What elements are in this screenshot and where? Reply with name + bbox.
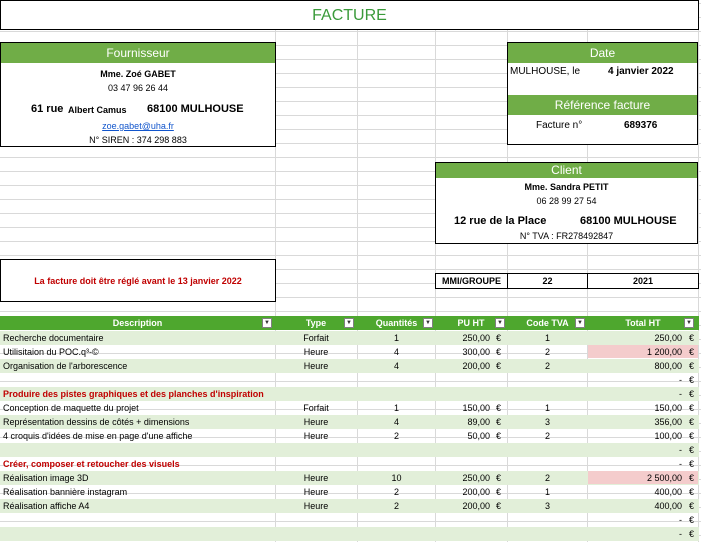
row-total-ht: 400,00	[654, 487, 682, 497]
reference-label: Facture n°	[536, 120, 583, 131]
row-total-ht: 150,00	[654, 403, 682, 413]
row-type: Heure	[303, 417, 329, 427]
table-row[interactable]	[0, 415, 699, 429]
date-header: Date	[508, 43, 697, 63]
row-type: Heure	[303, 361, 329, 371]
row-total-ht: -	[679, 529, 682, 539]
col-pu-ht: PU HT	[457, 318, 485, 328]
invoice-date: 4 janvier 2022	[608, 66, 674, 77]
table-header	[0, 316, 699, 330]
row-type: Heure	[303, 347, 329, 357]
row-pu-ht: 250,00	[462, 333, 490, 343]
table-row[interactable]	[0, 429, 699, 443]
row-pu-ht: 200,00	[462, 487, 490, 497]
row-total-currency: €	[689, 459, 695, 469]
row-total-currency: €	[689, 361, 695, 371]
row-quantity: 2	[393, 487, 399, 497]
row-code-tva: 1	[544, 487, 550, 497]
table-row[interactable]	[0, 485, 699, 499]
group-number: 22	[542, 276, 553, 286]
row-total-currency: €	[689, 403, 695, 413]
table-row[interactable]	[0, 373, 699, 387]
row-total-ht: 2 500,00	[646, 473, 682, 483]
row-description: Organisation de l'arborescence	[3, 361, 128, 371]
row-total-ht: 100,00	[654, 431, 682, 441]
row-pu-ht: 50,00	[467, 431, 490, 441]
row-total-currency: €	[689, 445, 695, 455]
row-total-currency: €	[689, 417, 695, 427]
row-pu-ht: 200,00	[462, 501, 490, 511]
col-code-tva: Code TVA	[526, 318, 569, 328]
row-pu-currency: €	[496, 417, 502, 427]
table-row[interactable]	[0, 359, 699, 373]
reference-header: Référence facture	[508, 95, 697, 115]
section-title: Créer, composer et retoucher des visuels	[3, 459, 180, 469]
row-total-currency: €	[689, 515, 695, 525]
table-row[interactable]	[0, 331, 699, 345]
payment-notice-box[interactable]	[0, 259, 276, 302]
row-type: Heure	[303, 473, 329, 483]
row-quantity: 4	[393, 417, 399, 427]
group-year: 2021	[632, 276, 654, 286]
row-total-currency: €	[689, 501, 695, 511]
row-code-tva: 2	[544, 347, 550, 357]
row-total-ht: -	[679, 389, 682, 399]
group-row[interactable]	[435, 273, 699, 289]
row-pu-currency: €	[496, 501, 502, 511]
filter-dropdown-icon[interactable]: ▼	[684, 318, 694, 328]
row-total-ht: 356,00	[654, 417, 682, 427]
client-name: Mme. Sandra PETIT	[524, 182, 609, 192]
row-description: Conception de maquette du projet	[3, 403, 139, 413]
table-row[interactable]	[0, 471, 699, 485]
row-pu-ht: 300,00	[462, 347, 490, 357]
table-row[interactable]	[0, 527, 699, 541]
row-code-tva: 1	[544, 333, 550, 343]
filter-dropdown-icon[interactable]: ▼	[575, 318, 585, 328]
row-total-ht: -	[679, 459, 682, 469]
row-description: Représentation dessins de côtés + dimensions	[3, 417, 190, 427]
row-total-currency: €	[689, 487, 695, 497]
col-description: Description	[112, 318, 163, 328]
supplier-siren: N° SIREN : 374 298 883	[89, 135, 187, 145]
row-code-tva: 2	[544, 431, 550, 441]
row-pu-currency: €	[496, 347, 502, 357]
row-type: Heure	[303, 487, 329, 497]
table-row[interactable]	[0, 443, 699, 457]
col-total-ht: Total HT	[625, 318, 661, 328]
row-pu-ht: 150,00	[462, 403, 490, 413]
row-total-ht: 800,00	[654, 361, 682, 371]
row-quantity: 1	[393, 333, 399, 343]
row-total-currency: €	[689, 431, 695, 441]
row-total-currency: €	[689, 375, 695, 385]
section-title: Produire des pistes graphiques et des planches d'inspiration	[3, 389, 264, 399]
client-city: 68100 MULHOUSE	[580, 215, 677, 227]
row-quantity: 1	[393, 403, 399, 413]
row-quantity: 2	[393, 501, 399, 511]
row-description: 4 croquis d'idées de mise en page d'une affiche	[3, 431, 193, 441]
row-total-currency: €	[689, 473, 695, 483]
col-quantity: Quantités	[375, 318, 418, 328]
row-pu-currency: €	[496, 431, 502, 441]
row-type: Forfait	[303, 403, 329, 413]
row-total-ht: -	[679, 515, 682, 525]
row-pu-currency: €	[496, 487, 502, 497]
row-description: Recherche documentaire	[3, 333, 104, 343]
table-row[interactable]	[0, 499, 699, 513]
row-code-tva: 2	[544, 361, 550, 371]
row-code-tva: 3	[544, 501, 550, 511]
invoice-title: FACTURE	[312, 7, 387, 24]
row-code-tva: 1	[544, 403, 550, 413]
row-quantity: 10	[391, 473, 402, 483]
section-row[interactable]	[0, 457, 699, 471]
row-type: Forfait	[303, 333, 329, 343]
row-description: Utilisitaion du POC.q³-©	[3, 347, 99, 357]
row-total-ht: 250,00	[654, 333, 682, 343]
title-cell[interactable]	[0, 0, 699, 30]
filter-dropdown-icon[interactable]: ▼	[262, 318, 272, 328]
supplier-header: Fournisseur	[1, 43, 275, 63]
payment-notice: La facture doit être réglé avant le 13 janvier 2022	[34, 276, 242, 286]
client-phone: 06 28 99 27 54	[536, 196, 597, 206]
row-description: Réalisation affiche A4	[3, 501, 90, 511]
date-place: MULHOUSE, le	[510, 66, 581, 77]
client-header: Client	[436, 163, 697, 178]
row-code-tva: 3	[544, 417, 550, 427]
row-type: Heure	[303, 501, 329, 511]
row-pu-ht: 89,00	[467, 417, 490, 427]
row-total-currency: €	[689, 389, 695, 399]
filter-dropdown-icon[interactable]: ▼	[344, 318, 354, 328]
row-code-tva: 2	[544, 473, 550, 483]
row-quantity: 4	[393, 361, 399, 371]
supplier-city: 68100 MULHOUSE	[147, 103, 244, 115]
table-row[interactable]	[0, 345, 699, 359]
row-description: Réalisation image 3D	[3, 473, 89, 483]
filter-dropdown-icon[interactable]: ▼	[423, 318, 433, 328]
row-total-currency: €	[689, 347, 695, 357]
col-type: Type	[305, 318, 327, 328]
supplier-email-link[interactable]: zoe.gabet@uha.fr	[102, 121, 174, 131]
supplier-phone: 03 47 96 26 44	[107, 83, 169, 93]
date-reference-block[interactable]	[507, 42, 698, 145]
supplier-street-name: Albert Camus	[68, 105, 127, 115]
section-row[interactable]	[0, 387, 699, 401]
row-total-ht: 400,00	[654, 501, 682, 511]
table-row[interactable]	[0, 513, 699, 527]
supplier-street-num: 61 rue	[31, 103, 64, 115]
client-block[interactable]	[435, 162, 698, 244]
group-label: MMI/GROUPE	[441, 276, 501, 286]
row-total-ht: 1 200,00	[646, 347, 682, 357]
row-type: Heure	[303, 431, 329, 441]
row-pu-currency: €	[496, 333, 502, 343]
table-row[interactable]	[0, 401, 699, 415]
row-quantity: 4	[393, 347, 399, 357]
row-quantity: 2	[393, 431, 399, 441]
client-street: 12 rue de la Place	[454, 215, 547, 227]
row-total-ht: -	[679, 445, 682, 455]
row-pu-currency: €	[496, 361, 502, 371]
supplier-block[interactable]	[0, 42, 276, 147]
row-total-ht: -	[679, 375, 682, 385]
supplier-name: Mme. Zoé GABET	[100, 69, 176, 79]
row-total-currency: €	[689, 333, 695, 343]
row-pu-currency: €	[496, 473, 502, 483]
row-pu-ht: 250,00	[462, 473, 490, 483]
row-pu-ht: 200,00	[462, 361, 490, 371]
row-description: Réalisation bannière instagram	[3, 487, 128, 497]
client-tva: N° TVA : FR278492847	[519, 231, 614, 241]
filter-dropdown-icon[interactable]: ▼	[495, 318, 505, 328]
invoice-number: 689376	[624, 120, 658, 131]
row-total-currency: €	[689, 529, 695, 539]
row-pu-currency: €	[496, 403, 502, 413]
